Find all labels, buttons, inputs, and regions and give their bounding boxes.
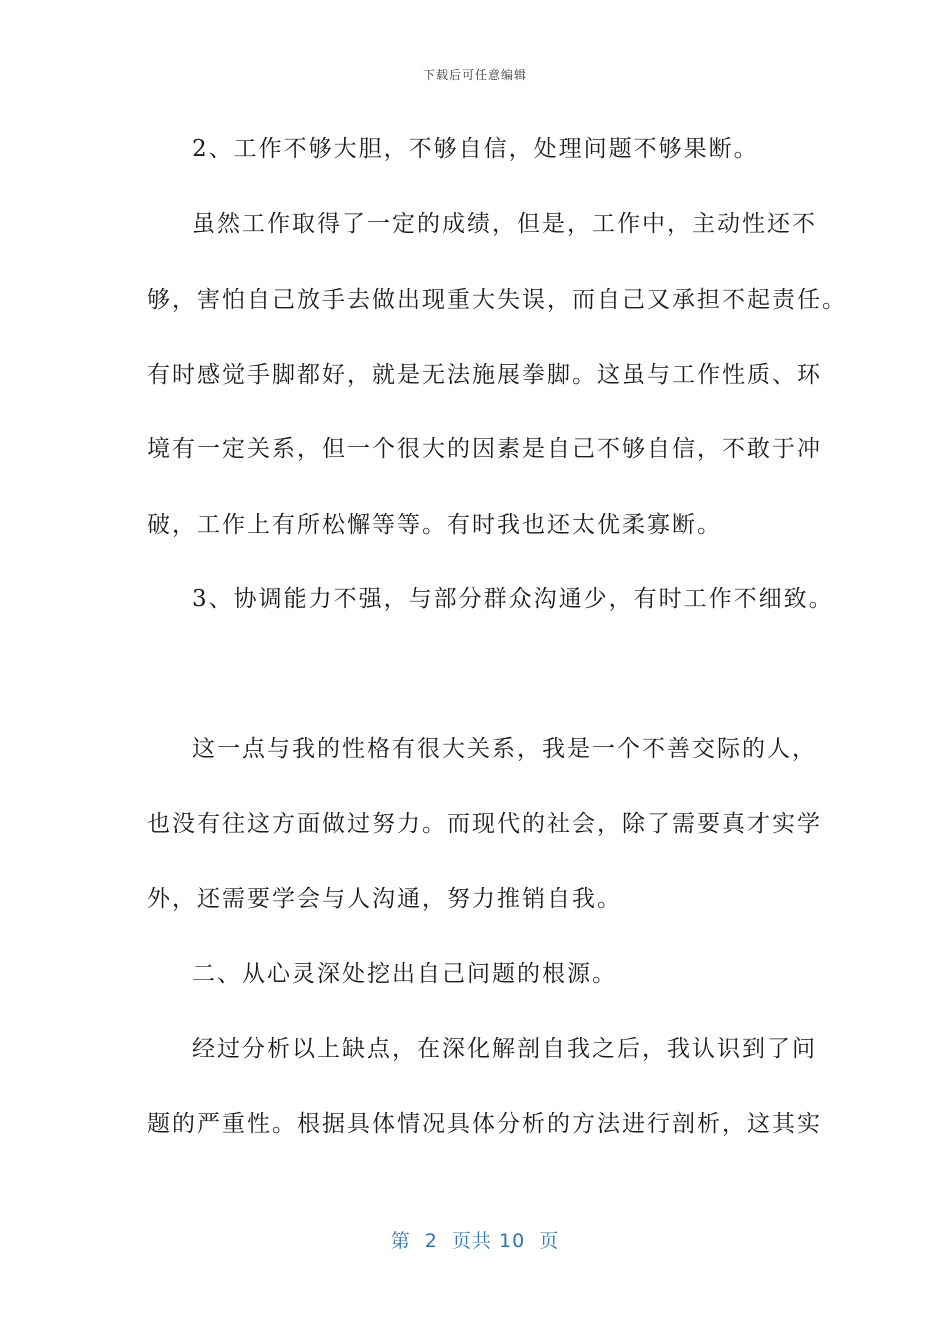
header-note: 下载后可任意编辑 [422, 68, 527, 82]
paragraph-line: 境有一定关系，但一个很大的因素是自己不够自信，不敢于冲 [147, 436, 822, 462]
paragraph-line: 破，工作上有所松懈等等。有时我也还太优柔寡断。 [147, 512, 722, 538]
paragraph-line: 够，害怕自己放手去做出现重大失误，而自己又承担不起责任。 [147, 287, 847, 313]
section-heading: 二、从心灵深处挖出自己问题的根源。 [192, 961, 617, 987]
paragraph-line: 也没有往这方面做过努力。而现代的社会，除了需要真才实学 [147, 811, 822, 837]
paragraph-line: 经过分析以上缺点，在深化解剖自我之后，我认识到了问 [192, 1036, 817, 1062]
paragraph-line: 有时感觉手脚都好，就是无法施展拳脚。这虽与工作性质、环 [147, 362, 822, 388]
paragraph-line: 虽然工作取得了一定的成绩，但是，工作中，主动性还不 [192, 211, 817, 237]
paragraph-line: 题的严重性。根据具体情况具体分析的方法进行剖析，这其实 [147, 1111, 822, 1137]
paragraph-line: 2、工作不够大胆，不够自信，处理问题不够果断。 [192, 136, 759, 162]
paragraph-line: 外，还需要学会与人沟通，努力推销自我。 [147, 886, 622, 912]
paragraph-line: 3、协调能力不强，与部分群众沟通少，有时工作不细致。 [192, 586, 834, 612]
paragraph-line: 这一点与我的性格有很大关系，我是一个不善交际的人， [192, 736, 817, 762]
page-number-footer: 第 2 页共 10 页 [390, 1230, 560, 1252]
